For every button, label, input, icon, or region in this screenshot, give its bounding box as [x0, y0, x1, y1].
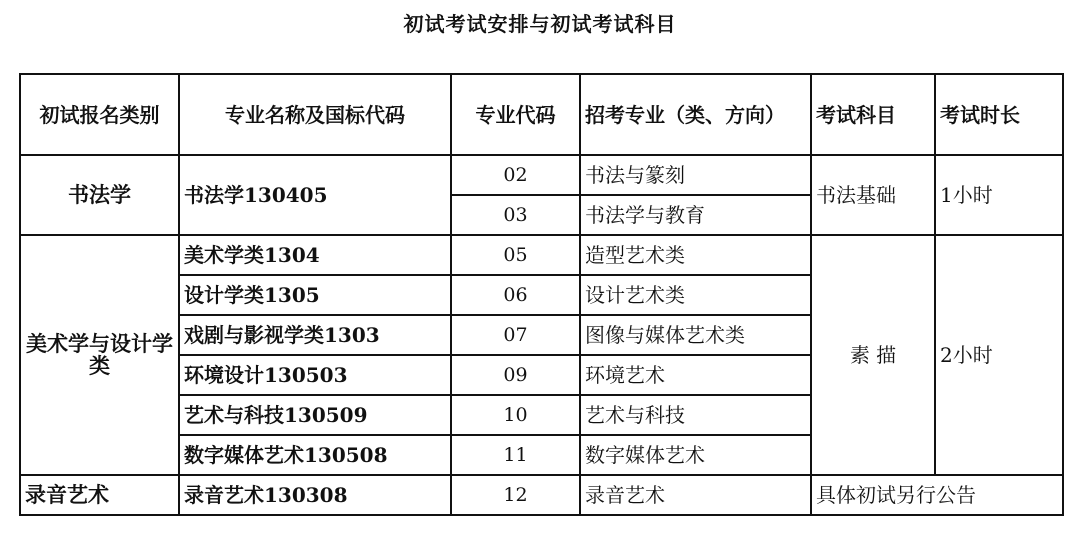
note-cell: 具体初试另行公告 [811, 475, 1063, 515]
major-name-cell: 设计学类1305 [179, 275, 451, 315]
subject-cell: 素 描 [811, 235, 935, 475]
direction-cell: 图像与媒体艺术类 [580, 315, 811, 355]
header-row [20, 74, 1063, 155]
exam-schedule-table [19, 73, 1064, 516]
subject-cell: 书法基础 [811, 155, 935, 235]
major-name-cell: 艺术与科技130509 [179, 395, 451, 435]
header-major-name: 专业名称及国标代码 [179, 74, 451, 155]
major-code-cell: 12 [451, 475, 580, 515]
header-direction: 招考专业（类、方向） [580, 74, 811, 155]
table-row [20, 155, 1063, 195]
category-cell: 美术学与设计学类 [20, 235, 179, 475]
duration-cell: 2小时 [935, 235, 1063, 475]
major-name-cell: 数字媒体艺术130508 [179, 435, 451, 475]
header-subject: 考试科目 [811, 74, 935, 155]
category-cell: 录音艺术 [20, 475, 179, 515]
major-code-cell: 06 [451, 275, 580, 315]
direction-cell: 书法学与教育 [580, 195, 811, 235]
table-row [20, 475, 1063, 515]
header-category: 初试报名类别 [20, 74, 179, 155]
major-name-cell: 环境设计130503 [179, 355, 451, 395]
major-name-cell: 美术学类1304 [179, 235, 451, 275]
table-row [20, 235, 1063, 275]
direction-cell: 环境艺术 [580, 355, 811, 395]
major-code-cell: 07 [451, 315, 580, 355]
header-duration: 考试时长 [935, 74, 1063, 155]
category-cell: 书法学 [20, 155, 179, 235]
direction-cell: 设计艺术类 [580, 275, 811, 315]
header-major-code: 专业代码 [451, 74, 580, 155]
major-code-cell: 05 [451, 235, 580, 275]
direction-cell: 书法与篆刻 [580, 155, 811, 195]
direction-cell: 艺术与科技 [580, 395, 811, 435]
major-name-cell: 录音艺术130308 [179, 475, 451, 515]
major-code-cell: 09 [451, 355, 580, 395]
direction-cell: 录音艺术 [580, 475, 811, 515]
major-code-cell: 02 [451, 155, 580, 195]
page-title: 初试考试安排与初试考试科目 [403, 12, 677, 36]
major-code-cell: 10 [451, 395, 580, 435]
major-name-cell: 戏剧与影视学类1303 [179, 315, 451, 355]
duration-cell: 1小时 [935, 155, 1063, 235]
major-name-cell: 书法学130405 [179, 155, 451, 235]
major-code-cell: 11 [451, 435, 580, 475]
major-code-cell: 03 [451, 195, 580, 235]
direction-cell: 数字媒体艺术 [580, 435, 811, 475]
direction-cell: 造型艺术类 [580, 235, 811, 275]
